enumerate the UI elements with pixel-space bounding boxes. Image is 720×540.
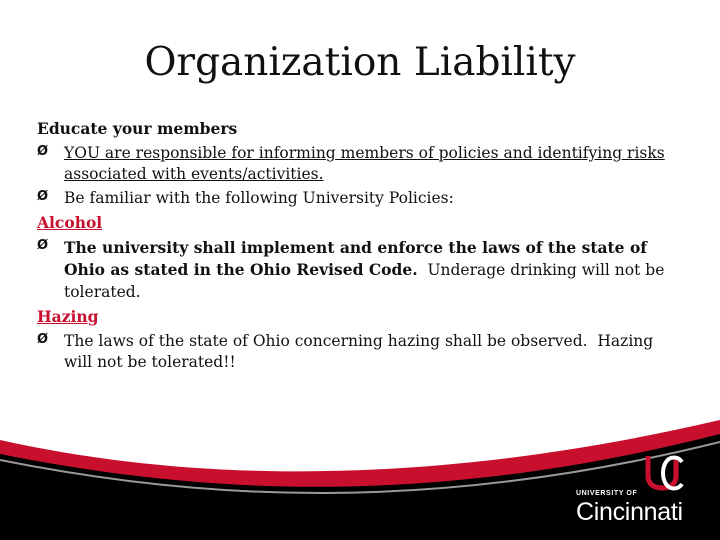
arrow-bullet-icon: Ø: [37, 238, 49, 254]
alcohol-bullet-rest-text: Underage drinking will not be tolerated.: [64, 261, 670, 301]
logo-name-text: Cincinnati: [576, 498, 683, 526]
logo-top-text: UNIVERSITY OF: [576, 490, 638, 497]
educate-bullet-2: [37, 188, 667, 209]
university-logo: [576, 452, 706, 532]
hazing-bullet-text: The laws of the state of Ohio concerning hazing shall be observed. Hazing will not be tolerated!!: [64, 331, 659, 371]
educate-heading: Educate your members: [37, 119, 238, 138]
arrow-bullet-icon: Ø: [37, 189, 49, 205]
alcohol-bullet-bold-text: The university shall implement and enforce the laws of the state of Ohio as stated in the Ohio Revised Code.: [64, 238, 647, 280]
hazing-heading: Hazing: [37, 306, 99, 326]
slide-title: Organization Liability: [144, 40, 576, 85]
educate-bullet-1-text: YOU are responsible for informing members of policies and identifying risks associated with events/activities.: [64, 144, 665, 184]
arrow-bullet-icon: Ø: [37, 144, 49, 160]
hazing-bullet: [37, 331, 667, 373]
uc-mark-icon: [642, 452, 686, 492]
alcohol-bullet: [37, 237, 670, 302]
alcohol-heading: Alcohol: [37, 213, 103, 233]
arrow-bullet-icon: Ø: [37, 331, 49, 347]
educate-bullet-1: [37, 143, 667, 185]
educate-bullet-2-text: Be familiar with the following University Policies:: [64, 189, 454, 208]
slide-content: [37, 118, 670, 376]
